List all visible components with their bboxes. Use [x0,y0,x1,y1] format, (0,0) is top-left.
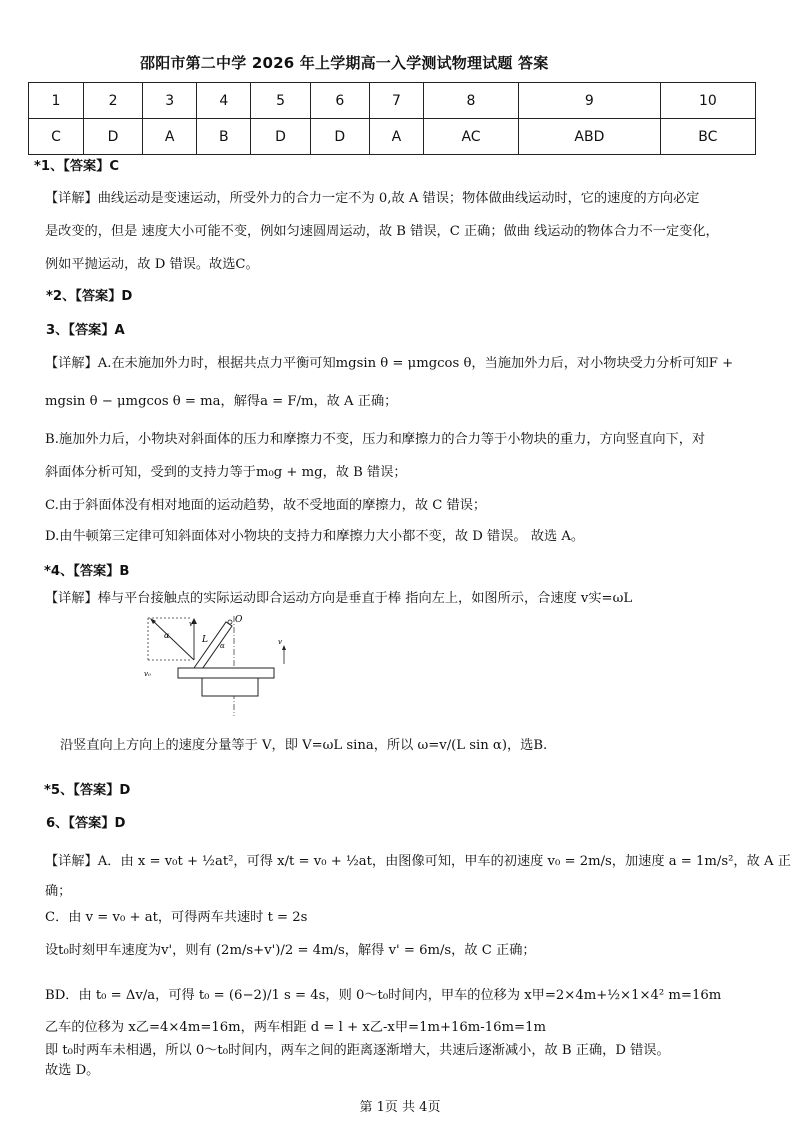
q3-explanation-line: C.由于斜面体没有相对地面的运动趋势，故不受地面的摩擦力，故 C 错误； [45,498,487,513]
q6-explanation-line: 【详解】A．由 x = v₀t + ½at²，可得 x/t = v₀ + ½at，由图像可知，甲车的初速度 v₀ = 2m/s，加速度 a = 1m/s²，故 A 正 [45,854,791,869]
q4-explanation-line: 沿竖直向上方向上的速度分量等于 V，即 V=ωL sina，所以 ω=v/(L sin α)，选B. [60,738,548,753]
answer-table [28,82,756,155]
q6-answer-heading: 6、【答案】D [46,816,126,831]
table-cell: D [83,119,142,155]
q6-explanation-line: 确； [45,884,72,899]
q3-answer-heading: 3、【答案】A [46,323,125,338]
q6-explanation-line: 即 t₀时两车未相遇，所以 0～t₀时间内，两车之间的距离逐渐增大，共速后逐渐减小，故 B 正确，D 错误。 [45,1043,670,1058]
question-number-row [29,83,756,119]
q3-explanation-line: 【详解】A.在未施加外力时，根据共点力平衡可知mgsin θ = μmgcos θ，当施加外力后，对小物块受力分析可知F + [45,356,734,371]
q6-explanation-line: 设t₀时刻甲车速度为v'，则有 (2m/s+v')/2 = 4m/s，解得 v' = 6m/s，故 C 正确； [45,943,536,958]
table-cell: D [310,119,369,155]
table-cell: C [29,119,84,155]
rod-platform-diagram [138,612,288,720]
v0-label: v₀ [144,670,151,678]
table-cell: BC [660,119,755,155]
table-cell: B [197,119,251,155]
q3-explanation-line: D.由牛顿第三定律可知斜面体对小物块的支持力和摩擦力大小都不变，故 D 错误。 故选 A。 [45,529,585,544]
q3-explanation-line: 斜面体分析可知，受到的支持力等于m₀g + mg，故 B 错误； [45,465,407,480]
table-cell: 1 [29,83,84,119]
table-cell: 5 [251,83,310,119]
q5-answer-heading: *5、【答案】D [44,783,131,798]
q1-explanation-line: 是改变的，但是 速度大小可能不变，例如匀速圆周运动，故 B 错误，C 正确；做曲 线运动的物体合力不一定变化， [45,224,719,239]
page-footer: 第 1页 共 4页 [359,1100,441,1115]
q6-explanation-line: 乙车的位移为 x乙=4×4m=16m，两车相距 d = l + x乙-x甲=1m+16m-16m=1m [45,1020,546,1035]
q1-explanation-line: 【详解】曲线运动是变速运动，所受外力的合力一定不为 0,故 A 错误；物体做曲线运动时，它的速度的方向必定 [45,191,700,206]
table-cell: 9 [519,83,661,119]
answer-row [29,119,756,155]
q4-explanation-line: 【详解】棒与平台接触点的实际运动即合运动方向是垂直于棒 指向左上，如图所示，合速度 v实=ωL [45,591,633,606]
q6-explanation-line: C．由 v = v₀ + at，可得两车共速时 t = 2s [45,910,308,925]
O-label: O [235,615,243,625]
v-label: v [189,620,193,628]
q3-explanation-line: B.施加外力后，小物块对斜面体的压力和摩擦力不变，压力和摩擦力的合力等于小物块的重力，方向竖直向下，对 [45,432,706,447]
table-cell: AC [423,119,518,155]
q6-explanation-line: 故选 D。 [45,1063,100,1078]
table-cell: 3 [143,83,197,119]
q4-answer-heading: *4、【答案】B [44,564,130,579]
q1-explanation-line: 例如平抛运动，故 D 错误。故选C。 [45,257,259,272]
table-cell: 7 [369,83,423,119]
v-label: v [278,638,282,646]
table-cell: 6 [310,83,369,119]
q1-answer-heading: *1、【答案】C [34,159,120,174]
L-label: L [202,635,208,645]
table-cell: A [143,119,197,155]
page-title: 邵阳市第二中学 2026 年上学期高一入学测试物理试题 答案 [140,54,549,72]
alpha-label: α [164,631,170,640]
table-cell: ABD [519,119,661,155]
table-cell: 4 [197,83,251,119]
q2-answer-heading: *2、【答案】D [46,289,133,304]
q3-explanation-line: mgsin θ − μmgcos θ = ma，解得a = F/m，故 A 正确； [45,394,398,409]
q6-explanation-line: BD．由 t₀ = Δv/a，可得 t₀ = (6−2)/1 s = 4s，则 0～t₀时间内，甲车的位移为 x甲=2×4m+½×1×4² m=16m [45,988,722,1003]
table-cell: 2 [83,83,142,119]
alpha-label: α [220,642,225,650]
table-cell: A [369,119,423,155]
table-cell: 8 [423,83,518,119]
table-cell: D [251,119,310,155]
table-cell: 10 [660,83,755,119]
